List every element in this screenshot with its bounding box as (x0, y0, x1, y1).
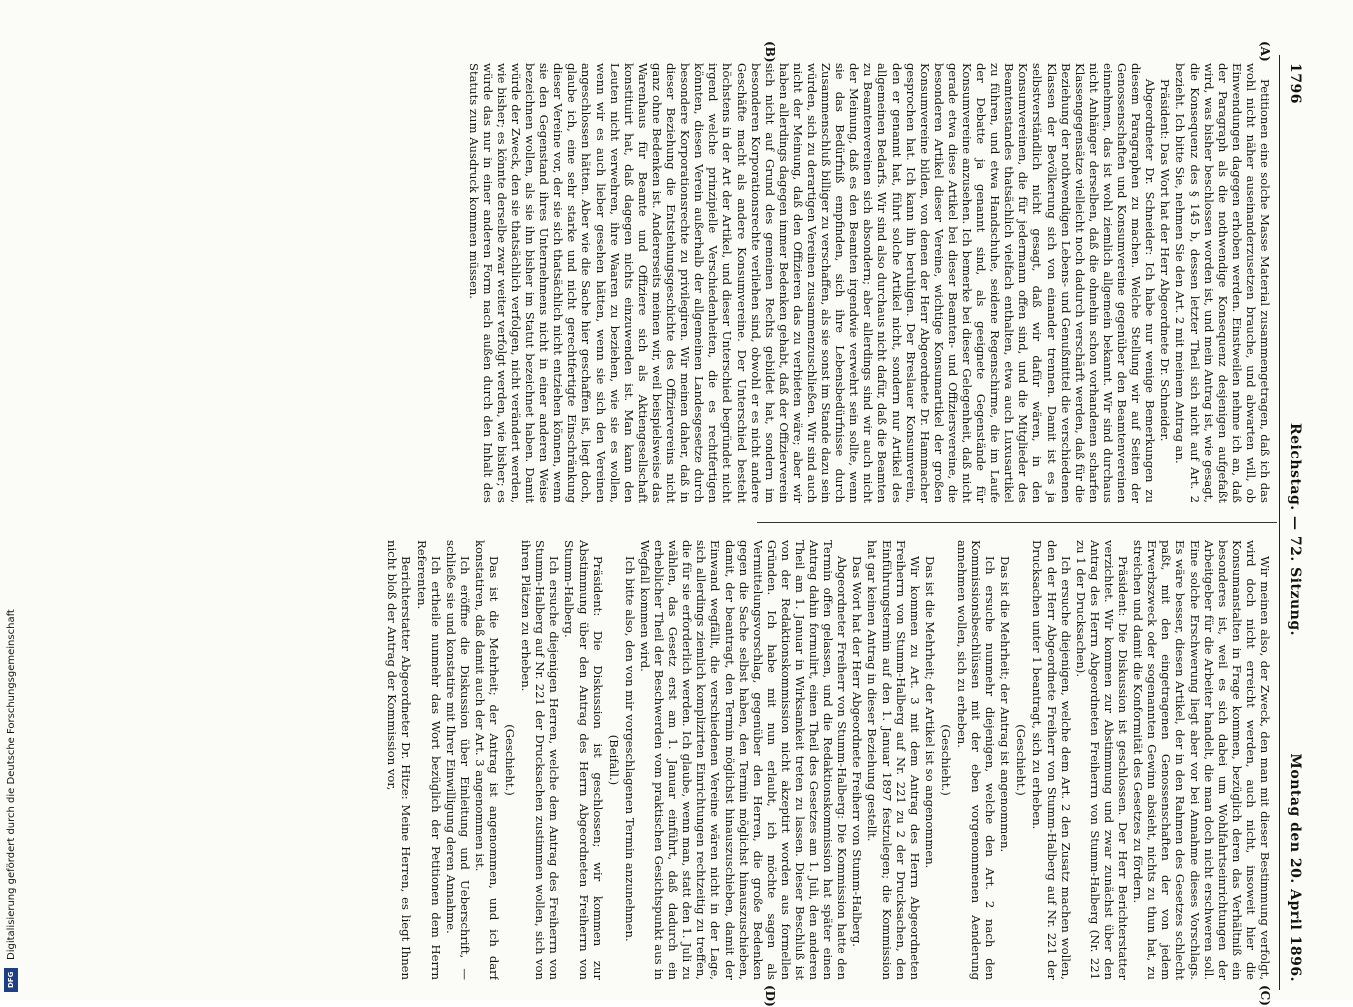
speaker-paragraph: Präsident: Das Wort hat der Herr Abgeordnete Dr. Schneider. (1158, 79, 1173, 442)
paragraph: Ich ersuche diejenigen, welche dem Art. 2 den Zusatz machen wollen, den der Herr Abgeordnete Freiherr von Stumm-Halberg auf Nr. 221 der Drucksachen unter 1 beantragt, sich zu erheben. (1030, 540, 1073, 980)
speech-paragraph: Abgeordneter Dr. Schneider: Ich habe nur wenige Bemerkungen zu diesem Paragraphen zu machen. Welche Stellung wir auf Seiten der Genossenschaften und Konsumvereine gegenüber den Beamtenvereinen einnehmen, das ist wohl ziemlich allgemein bekannt. Wir sind durchaus nicht Anhänger derselben, daß die ohnehin schon vorhandenen scharfen Klassengegensätze vielleicht noch dadurch verschärft werden, daß für die Beziehung der nothwendigen Lebens- und Genußmittel die verschiedenen Klassen der Bevölkerung sich von einander trennen. Damit ist es ja selbstverständlich nicht gesagt, daß wir dafür wären, in den Konsumvereinen, die für jedermann offen sind, und die Mitglieder des Beamtenstandes thatsächlich vielfach enthalten, etwa auch Luxusartikel zu führen, und etwa Handschuhe, seidene Regenschirme, die im Laufe der Debatte ja genannt sind, als geeignete Gegenstände für Konsumvereine anzusehen. Ich bemerke bei dieser Gelegenheit, daß nicht gerade etwa diese Artikel bei dieser Beamten- und Offiziersvereine, die besonderen Artikel dieser Vereine, wichtige Konsumartikel der großen Konsumvereine bilden, von denen der Herr Abgeordnete Dr. Hammacher gesprochen hat. Ich kann ihn beruhigen. Der Breslauer Konsumverein, den er genannt hat, führt solche Artikel nicht, sondern nur Artikel des allgemeinen Bedarfs. Wir sind also durchaus nicht dafür, daß die Beamten zu Beamtenvereinen sich absondern; aber allerdings sind wir auch nicht der Meinung, daß es den Beamten irgendwie verwehrt sein sollte, wenn sie das Bedürfniß empfinden, sich ihre Lebensbedürfnisse durch Zusammenschluß billiger zu verschaffen, als sie sonst im Stande dazu sein würden, sich zu derartigen Vereinen zusammenzuschließen. Wir sind auch nicht der Meinung, daß den Offizieren das zu verbieten wäre; aber wir haben allerdings dagegen immer Bedenken gehabt, daß der Offizierverein sich nicht auf Grund des gemeinen Rechts gebildet hat, sondern im besonderen Korporationsrechte verliehen sind, obwohl er es nicht andere Geschäfte macht als andere Konsumvereine. Der Unterschied besteht höchstens in der Art der Artikel, und dieser Unterschied begründet nicht irgend welche prinzipielle Verschiedenheiten, die es rechtfertigen könnten, diesen Verein außerhalb der allgemeinen Landesgesetze durch besondere Korporationsrechte zu privilegiren. Wir meinen daher, daß in dieser Beziehung die Entstehungsgeschichte des Offiziervereins nicht ganz ohne Bedenken ist. Andererseits meinen wir, weil beispielsweise das Warenhaus für Beamte und Offiziere sich als Aktiengesellschaft konstituirt hat, daß dagegen nichts einzuwenden ist. Man kann den Leuten nicht verwehren, ihre Waaren zu beziehen, wie sie es wollen, wenn wir es auch lieber gesehen hätten, wenn sie sich den Vereinen angeschlossen hätten. Aber wie die Sache hier geschaffen ist, liegt doch, glaube ich, eine sehr starke und nicht gerechtfertigte Einschränkung dieser Vereine vor, der sie sich thatsächlich nicht entziehen können, wenn sie den Gegenstand ihres Unternehmens nicht in einer anderen Weise bezeichnen wollen, als sie ihn bisher im Statut bezeichnet haben. Damit würde der Zweck, den sie thatsächlich verfolgen, nicht verändert werden, wie bisher; es könnte derselbe zwar weiter verfolgt werden, wie bisher; es würde das nur in einer anderen Form nach außen durch den Inhalt des Statuts zum Ausdruck kommen müssen. (466, 63, 1158, 503)
column-divider (757, 522, 1277, 523)
digitization-credit (4, 30, 20, 995)
paragraph: Ich eröffne die Diskussion über Einleitung und Ueberschrift, — schließe sie und konstatire mit Ihrer Einwilligung deren Annahme. (443, 540, 472, 980)
paragraph: Ich ersuche diejenigen Herren, welche dem Antrag des Freiherrn von Stumm-Halberg auf Nr. 221 der Drucksachen zustimmen wollen, sich von ihren Plätzen zu erheben. (519, 540, 562, 980)
session-title: Reichstag. — 72. Sitzung. (1287, 423, 1303, 636)
credit-text: Digitalisierung gefördert durch die Deutsche Forschungsgemeinschaft (6, 609, 17, 960)
paragraph: Das ist die Mehrheit; der Antrag ist angenommen, und ich darf konstatiren, daß damit auch der Art. 3 angenommen ist. (472, 540, 502, 980)
session-date: Montag den 20. April 1896. (1287, 753, 1303, 982)
paragraph: Ich ertheile nunmehr das Wort bezüglich der Petitionen dem Herrn Referenten. (414, 540, 443, 980)
rotated-sheet (62, 41, 1303, 1007)
stage-direction: (Geschieht.) (938, 724, 953, 796)
dfg-logo: DFG (4, 968, 18, 992)
paragraph: Das ist die Mehrheit; der Antrag ist angenommen. (998, 556, 1013, 853)
page-number: 1796 (1287, 63, 1303, 104)
speech-paragraph: Abgeordneter Freiherr von Stumm-Halberg: Die Kommission hatte den Termin offen gelassen, und die Redaktionskommission hat später einen Antrag dahin formulirt, einen Theil des Gesetzes am 1. Juli, den anderen Theil am 1. Januar in Wirksamkeit treten zu lassen. Dieser Beschluß ist von der Redaktionskommission nicht akzeptirt worden aus formellen Gründen. Ich habe mit nun erlaubt, ich möchte sagen als Vermittelungsvorschlag, gegenüber den Herren, die große Bedenken gegen die Sache selbst haben, den Termin möglichst hinauszuschieben, damit, der beantragt, den Termin möglichst hinauszuschieben, damit der Einwand wegfällt, die verschiedenen Vereine wären nicht in der Lage, sich allerdings ziemlich komplizirten Einrichtungen rechtzeitig zu treffen, die für sie erforderlich werden. Ich glaube, wenn man, statt den 1. Juli zu wählen, das Gesetz erst am 1. Januar einführt, daß dadurch ein erheblicher Theil der Beschwerden vom praktischen Gesichtspunkt aus in Wegfall kommen wird. (637, 540, 850, 980)
speaker-paragraph: Berichterstatter Abgeordneter Dr. Hitze: Meine Herren, es liegt Ihnen nicht bloß der Antrag der Kommission vor, (385, 540, 414, 980)
speaker-paragraph: Präsident: Die Diskussion ist geschlossen. Der Herr Berichterstatter verzichtet. Wir kommen zur Abstimmung und zwar zunächst über den Antrag des Herrn Abgeordneten Freiherrn von Stumm-Halberg (Nr. 221 zu 1 der Drucksachen). (1073, 540, 1131, 980)
paragraph: Ich bitte also, den von mir vorgeschlagenen Termin anzunehmen. (622, 556, 637, 942)
stage-direction: (Geschieht.) (503, 724, 518, 796)
stage-direction: (Geschieht.) (1014, 724, 1029, 796)
paragraph: Petitionen eine solche Masse Material zusammengetragen, daß ich das wohl nicht näher auseinanderzusetzen brauche, und abwarten will, ob Einwendungen dagegen erhoben werden. Einstweilen nehme ich an, daß der Paragraph als die nothwendige Konsequenz desjenigen aufgefaßt wird, was bisher beschlossen worden ist, und mein Antrag ist, wie gesagt, die Konsequenz des § 145 b, dessen letzter Theil sich nicht auf Art. 2 bezieht. Ich bitte Sie, nehmen Sie den Art. 2 mit meinem Antrag an. (1173, 63, 1272, 503)
paragraph: Wir meinen also, der Zweck, den man mit dieser Bestimmung verfolgt, wird doch nicht erreicht werden, auch nicht, insoweit hier die Konsumanstalten in Frage kommen, bezüglich deren das Verhältniß ein besonderes ist, weil es sich dabei um Wohlfahrtseinrichtungen der Arbeitgeber für die Arbeiter handelt, die man doch nicht erschweren soll. Eine solche Erschwerung liegt aber vor bei Annahme dieses Vorschlags. Es wäre besser, diesen Artikel, der in den Rahmen des Gesetzes schlecht paßt, mit den eingetragenen Genossenschaften der von jedem Erwerbszweck oder sogenannten Gewinn absieht, nichts zu thun hat, zu streichen und damit die Konformität des Gesetzes zu fördern. (1131, 540, 1272, 980)
speaker-paragraph: Präsident: Die Diskussion ist geschlossen; wir kommen zur Abstimmung über den Antrag des Herrn Abgeordneten Freiherrn von Stumm-Halberg. (562, 540, 605, 980)
margin-letter-a: (A) (1258, 41, 1272, 62)
paragraph: Das Wort hat der Herr Abgeordnete Freiherr von Stumm-Halberg. (850, 556, 865, 947)
right-column (72, 540, 1272, 980)
paragraph: Ich ersuche nunmehr diejenigen, welche den Art. 2 nach den Kommissionsbeschlüssen mit der eben vorgenommenen Aenderung annehmen wollen, sich zu erheben. (955, 540, 998, 980)
paragraph: Das ist die Mehrheit; der Artikel ist so angenommen. (922, 556, 937, 869)
stage-direction: (Beifall.) (606, 734, 621, 786)
page-header (1282, 63, 1302, 982)
margin-letter-b: (B) (763, 41, 777, 63)
paragraph: Wir kommen zu Art. 3 mit dem Antrag des Herrn Abgeordneten Freiherrn von Stumm-Halberg auf Nr. 221 zu 2 der Drucksachen, den Einführungstermin auf den 1. Januar 1897 festzulegen; die Kommission hat gar keinen Antrag in dieser Beziehung gestellt. (865, 540, 922, 980)
left-column (72, 63, 1272, 503)
margin-letter-c: (C) (1258, 985, 1272, 1006)
margin-letter-d: (D) (763, 985, 777, 1007)
header-rule (1279, 55, 1280, 990)
